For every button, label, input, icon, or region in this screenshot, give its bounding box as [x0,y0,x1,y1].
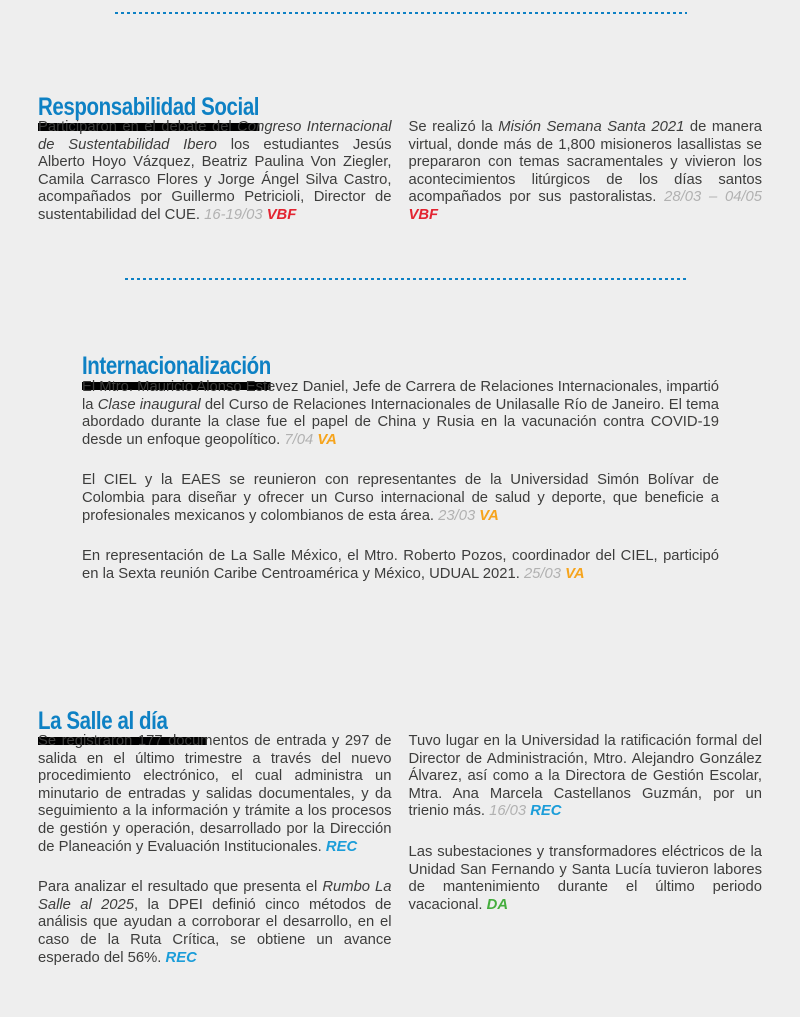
date-label: 16/03 [489,803,531,820]
paragraph [409,844,763,914]
text-run: Las subestaciones y transformadores eléctricos de la Unidad San Fernando y Santa Lucía tuvieron labores de mantenimiento durante el último periodo vacacional. [408,843,762,913]
text-run: Tuvo lugar en la Universidad la ratificación formal del Director de Administración, Mtro. Alejandro González Álvarez, así como a la Directora de Gestión Escolar, Mtra. Ana Marcela Castellanos Guzmán, por un trienio más. [408,733,762,820]
text-run: , la DPEI definió cinco métodos de análisis que ayudan a corroborar el desarrollo, en el caso de la Ruta Crítica, se obtiene un avance esperado del 56%. [38,896,392,966]
column-right [409,733,763,967]
text-run: del Curso de Relaciones Internacionales de Unilasalle Río de Janeiro. El tema abordado durante la clase fue el papel de China y Rusia en la vacunación contra COVID-19 desde un enfoque geopolítico. [82,396,719,448]
date-label: 25/03 [523,565,566,582]
text-run: En representación de La Salle México, el Mtro. Roberto Pozos, coordinador del CIEL, participó en la Sexta reunión Caribe Centroamérica y México, UDUAL 2021. [82,548,719,582]
section-responsabilidad-social-body [38,119,762,225]
department-tag: VBF [266,206,297,223]
text-run: los estudiantes Jesús Alberto Hoyo Vázquez, Beatriz Paulina Von Ziegler, Camila Carrasco Flores y Jorge Ángel Silva Castro, acompañados por Guillermo Petricioli, Director de sustentabilidad del CUE. [38,136,392,223]
column-right [409,119,763,225]
department-tag: VA [565,565,585,582]
paragraph [409,119,763,225]
text-run: Participaron en el debate del [38,119,238,135]
column-left [38,733,392,967]
italic-text-run: Clase inaugural [97,396,201,413]
text-run: Se registraron 177 documentos de entrada y 297 de salida en el último trimestre a través del nuevo procedimiento electrónico, el cual administra un minutario de entradas y salidas documentales, y da seguimiento a la información y trámite a los procesos de gestión y operación, desarrollado por la Dirección de Planeación y Evaluación Institucionales. [38,733,392,855]
date-label: 28/03 – 04/05 [664,189,762,206]
department-tag: VA [317,431,337,448]
department-tag: VBF [408,206,439,223]
department-tag: DA [486,896,509,913]
paragraph [38,119,392,225]
date-label: 7/04 [284,431,318,448]
date-label: 23/03 [438,507,480,524]
paragraph [82,379,719,449]
section-title-la-salle-al-dia: La Salle al día [38,709,207,745]
paragraph [38,733,392,856]
date-label: 16-19/03 [204,206,267,223]
section-la-salle-al-dia-body [38,733,762,967]
column-left [38,119,392,225]
italic-text-run: Rumbo La Salle al 2025 [38,879,392,913]
italic-text-run: Congreso Internacional de Sustentabilidad Ibero [38,119,392,153]
text-run: Se realizó la [408,119,499,135]
dashed-separator-top [115,12,687,14]
italic-text-run: Misión Semana Santa 2021 [498,119,685,135]
text-run: de manera virtual, donde más de 1,800 misioneros lasallistas se prepararon con temas sacramentales y vivieron los acontecimientos litúrgicos de los días santos acompañados por sus pastoralistas. [408,119,762,206]
text-run: Para analizar el resultado que presenta el [38,879,323,896]
paragraph [82,548,719,583]
text-run: El CIEL y la EAES se reunieron con representantes de la Universidad Simón Bolívar de Colombia para diseñar y ofrecer un Curso internacional de salud y deporte, que beneficie a profesionales mexicanos y colombianos de esta área. [82,472,719,524]
dashed-separator-middle [125,278,688,280]
section-title-internacionalizacion: Internacionalización [82,354,271,390]
department-tag: REC [165,949,197,966]
text-run: El Mtro. Mauricio Alonso Estevez Daniel, Jefe de Carrera de Relaciones Internacionales, impartió la [82,379,719,413]
paragraph [82,472,719,525]
department-tag: REC [325,838,358,855]
department-tag: REC [530,803,562,820]
section-internacionalizacion-body [82,379,719,583]
paragraph [409,733,763,821]
paragraph [38,879,392,967]
department-tag: VA [479,507,499,524]
section-title-responsabilidad-social: Responsabilidad Social [38,95,259,131]
